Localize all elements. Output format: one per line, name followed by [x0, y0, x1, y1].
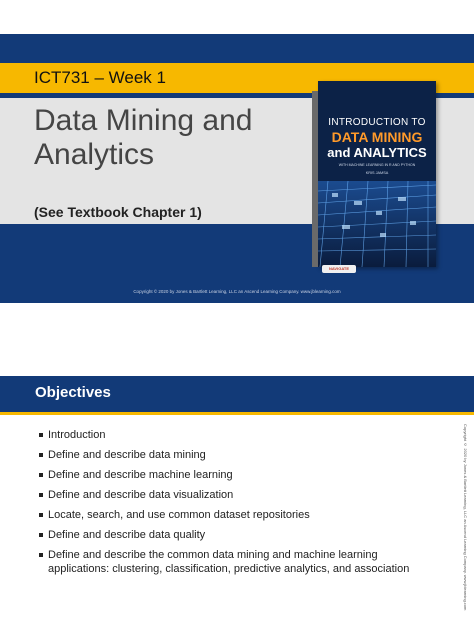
- side-copyright-text: Copyright © 2020 by Jones & Bartlett Learning, LLC an Ascend Learning Company. www.jblearning.com: [463, 424, 468, 611]
- list-item: [39, 529, 439, 543]
- list-item: [39, 509, 439, 523]
- book-title-line-1: INTRODUCTION TO: [328, 117, 426, 128]
- book-title-line-3: and ANALYTICS: [327, 145, 427, 160]
- navigate-badge: NAVIGATE: [322, 265, 356, 273]
- bullet-icon: [39, 473, 43, 477]
- list-item-text: Introduction: [48, 429, 106, 441]
- objectives-slide: [0, 368, 474, 632]
- list-item-text: Define and describe machine learning: [48, 469, 233, 481]
- side-copyright: [463, 424, 471, 614]
- list-item-text: Define and describe data mining: [48, 449, 206, 461]
- bullet-icon: [39, 453, 43, 457]
- list-item-text: Define and describe data visualization: [48, 489, 234, 501]
- textbook-cover-image: [318, 81, 436, 271]
- course-week-label: ICT731 – Week 1: [34, 68, 166, 87]
- bullet-icon: [39, 533, 43, 537]
- list-item: [39, 449, 439, 463]
- list-item: [39, 489, 439, 503]
- slide-copyright: Copyright © 2020 by Jones & Bartlett Learning, LLC an Ascend Learning Company. www.jblearning.com: [133, 289, 341, 294]
- list-item: [39, 429, 439, 443]
- bullet-icon: [39, 433, 43, 437]
- slide-title-line-2: Analytics: [34, 138, 155, 171]
- objectives-heading: Objectives: [35, 384, 111, 401]
- book-tagline: WITH MACHINE LEARNING IN R AND PYTHON: [338, 163, 416, 167]
- list-item-text: Define and describe data quality: [48, 529, 206, 541]
- bullet-icon: [39, 553, 43, 557]
- title-slide: [0, 34, 474, 303]
- list-item-text: Define and describe the common data mining and machine learning applications: clustering, classification, predictive analytics, and association: [48, 549, 410, 575]
- objectives-list: [39, 429, 439, 583]
- slide-title-line-1: Data Mining and: [34, 104, 253, 137]
- list-item: [39, 549, 439, 576]
- slide-title: [34, 104, 252, 172]
- objectives-accent-line: [0, 412, 474, 415]
- book-cover-art: [318, 181, 436, 267]
- slide-subtitle: (See Textbook Chapter 1): [34, 204, 202, 220]
- bullet-icon: [39, 493, 43, 497]
- book-title-line-2: DATA MINING: [331, 129, 423, 145]
- list-item-text: Locate, search, and use common dataset repositories: [48, 509, 310, 521]
- list-item: [39, 469, 439, 483]
- bullet-icon: [39, 513, 43, 517]
- book-author: KRIS JAMSA: [365, 171, 389, 175]
